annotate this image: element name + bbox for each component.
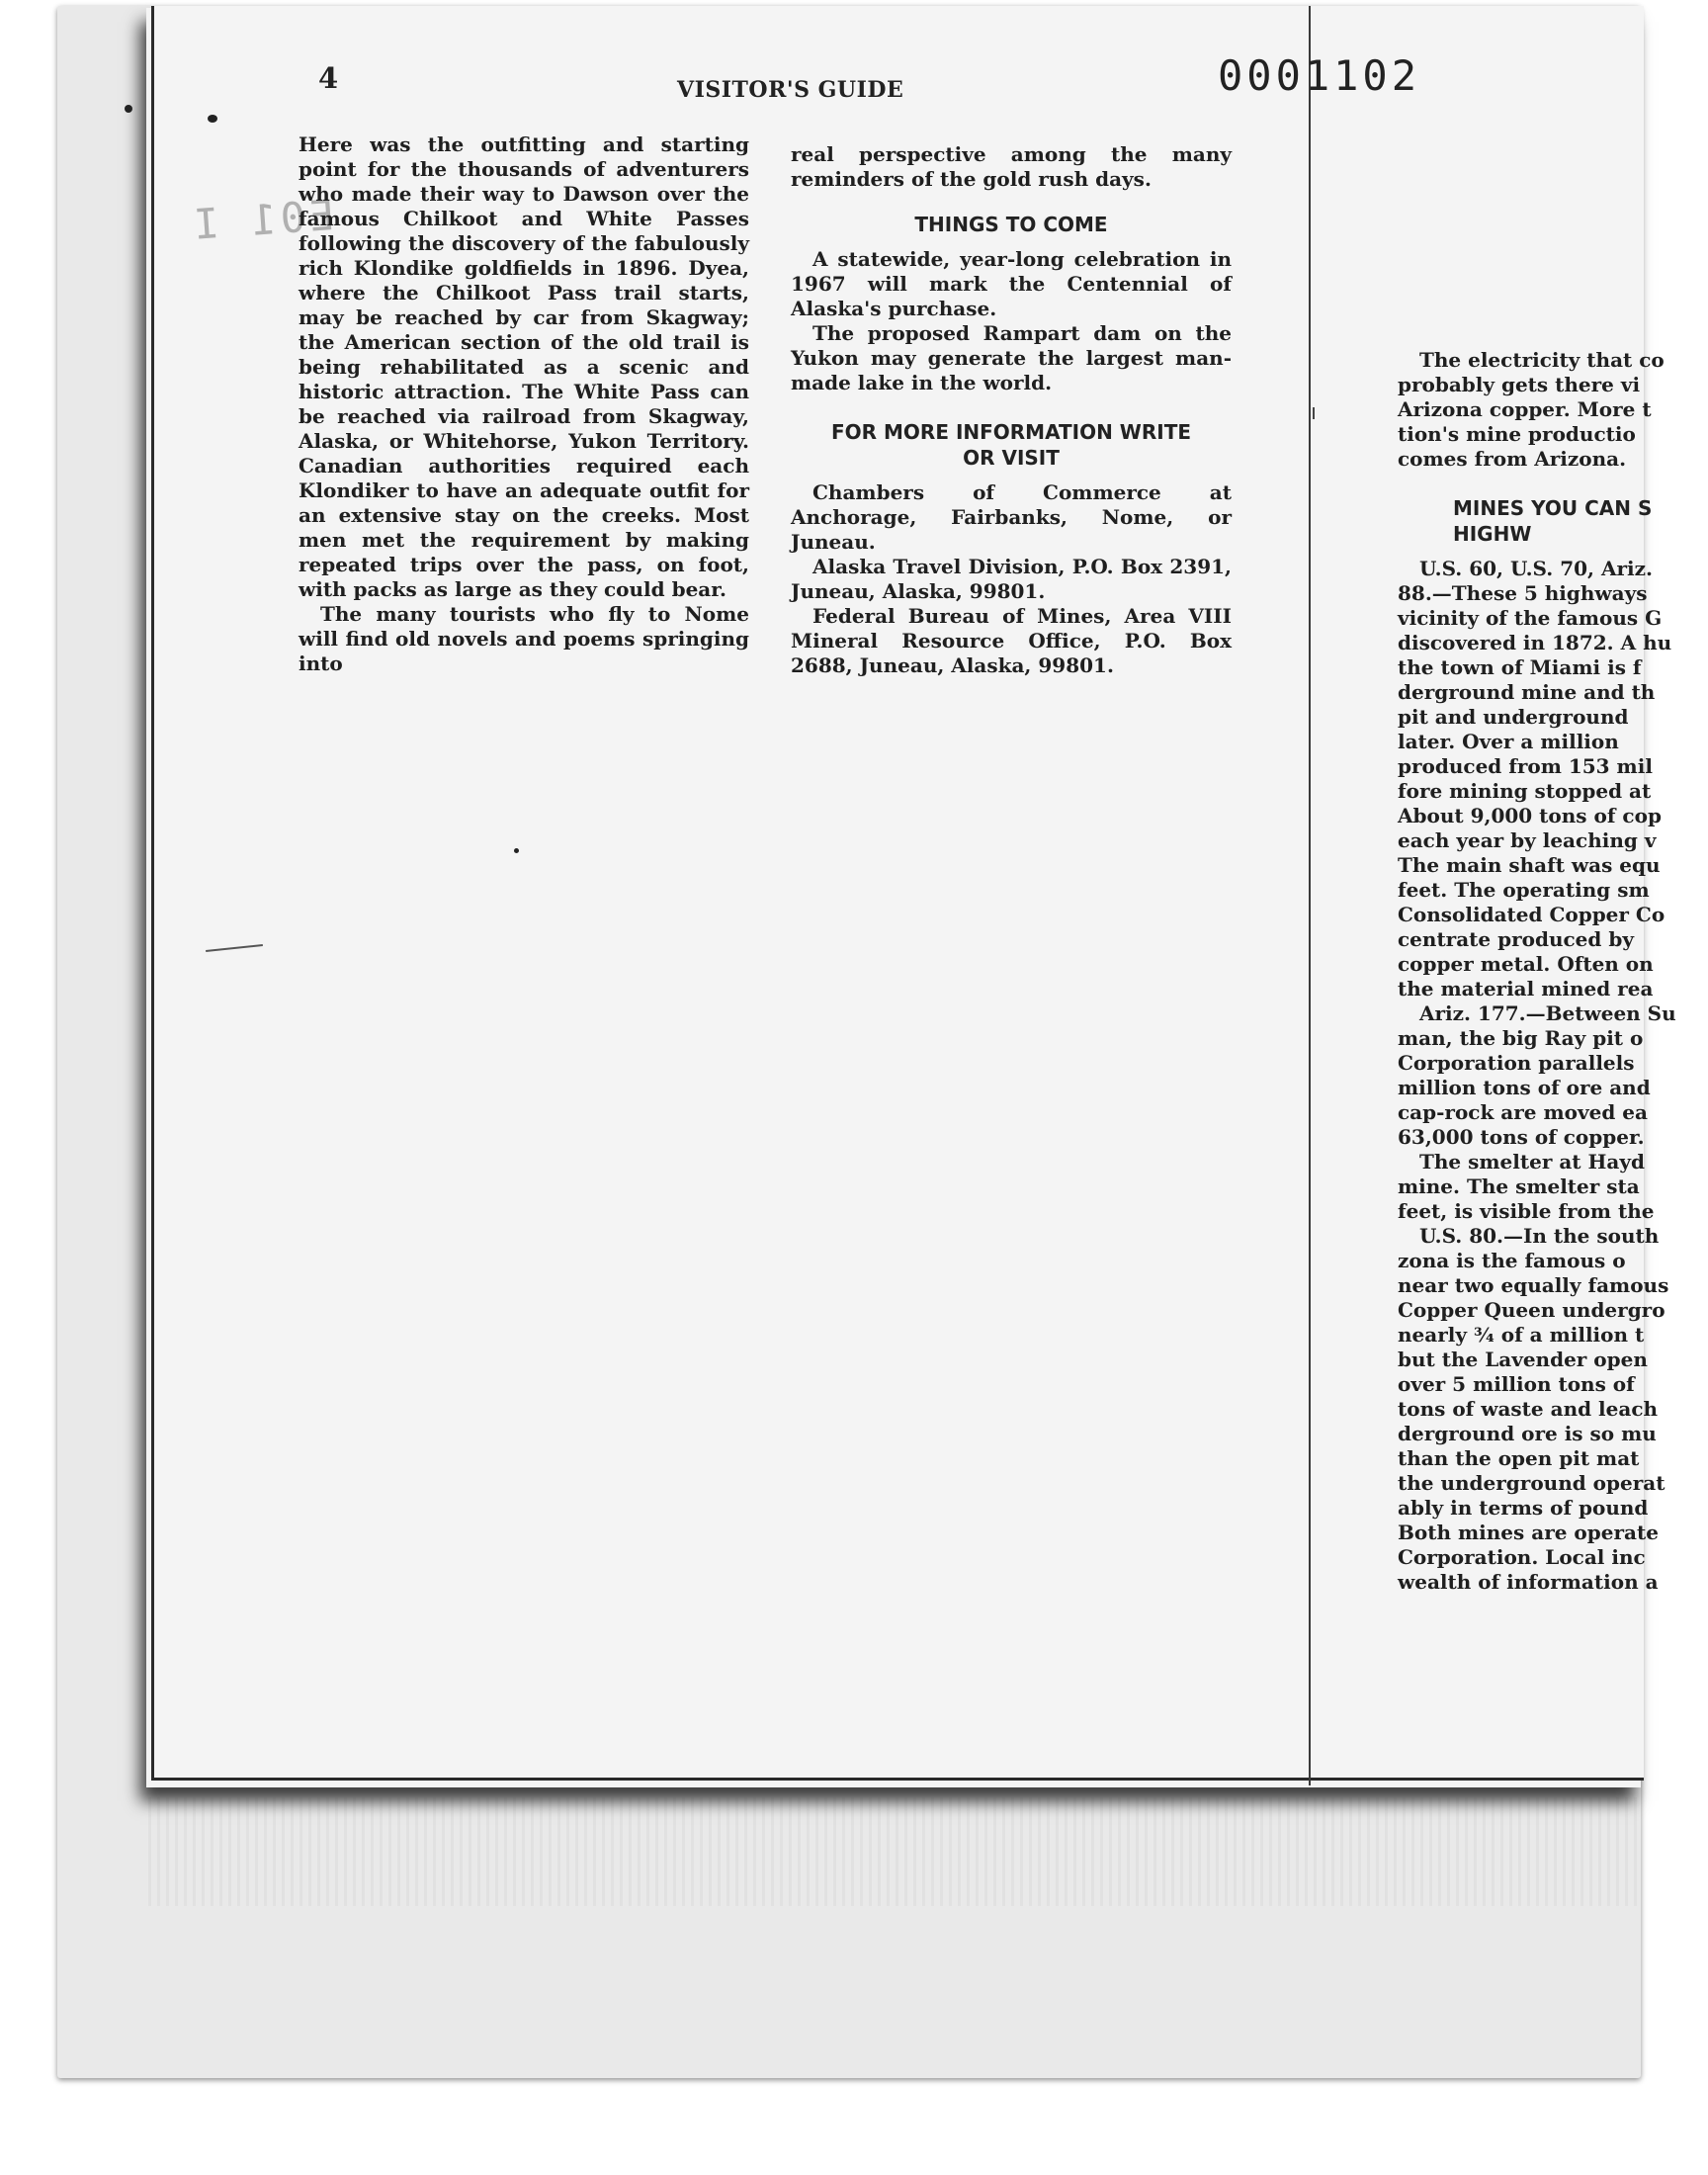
text-line: produced from 153 mil [1398, 754, 1653, 778]
text-line: 88.—These 5 highways [1398, 581, 1648, 605]
text-line: wealth of information a [1398, 1570, 1659, 1594]
paragraph: A statewide, year-long celebration in 1967 will mark the Centennial of Alaska's purchase. [791, 247, 1232, 320]
text-line: tons of waste and leach [1398, 1397, 1659, 1421]
text-line: ably in terms of pound [1398, 1496, 1649, 1520]
text-line: The smelter at Hayd [1419, 1150, 1645, 1174]
text-line: man, the big Ray pit o [1398, 1026, 1644, 1050]
text-line: near two equally famous [1398, 1273, 1669, 1297]
heading-line: HIGHW [1453, 522, 1532, 546]
text-line: Corporation. Local inc [1398, 1545, 1646, 1569]
scan-speck [208, 115, 217, 123]
text-line: the town of Miami is f [1398, 655, 1642, 679]
text-line: Consolidated Copper Co [1398, 903, 1665, 926]
paragraph: The proposed Rampart dam on the Yukon may generate the largest man-made lake in the world. [791, 321, 1232, 394]
text-line: nearly ¾ of a million t [1398, 1323, 1645, 1347]
right-column-text [1398, 348, 1676, 1595]
text-line: Arizona copper. More t [1398, 397, 1652, 421]
text-line: About 9,000 tons of cop [1398, 804, 1662, 827]
text-line: Ariz. 177.—Between Su [1419, 1001, 1676, 1025]
text-line: fore mining stopped at [1398, 779, 1652, 803]
text-line: zona is the famous o [1398, 1249, 1626, 1272]
paragraph: Federal Bureau of Mines, Area VIII Mineral Resource Office, P.O. Box 2688, Juneau, Alaska, 99801. [791, 604, 1232, 677]
text-line: tion's mine productio [1398, 422, 1636, 446]
running-head: VISITOR'S GUIDE [677, 77, 904, 103]
text-line: probably gets there vi [1398, 373, 1641, 396]
heading-line: MINES YOU CAN S [1453, 496, 1653, 520]
scan-noise [148, 1797, 1641, 1906]
intro-lines [1398, 348, 1665, 472]
text-line: The electricity that co [1419, 348, 1665, 372]
scan-speck [514, 848, 519, 853]
text-line: the underground operat [1398, 1471, 1665, 1495]
text-line: comes from Arizona. [1398, 447, 1627, 471]
body-lines [1398, 557, 1676, 1595]
paragraph: Alaska Travel Division, P.O. Box 2391, Juneau, Alaska, 99801. [791, 555, 1232, 603]
text-line: later. Over a million [1398, 730, 1619, 753]
text-line: Both mines are operate [1398, 1521, 1659, 1544]
text-line: The main shaft was equ [1398, 853, 1661, 877]
document-stamp: 0001102 [1218, 51, 1421, 100]
text-line: 63,000 tons of copper. [1398, 1125, 1645, 1149]
paragraph: Here was the outfitting and starting point for the thousands of adventurers who made their way to Dawson over the famous Chilkoot and White Passes following the discovery of the fabulously rich Klondike goldfields in 1896. Dyea, where the Chilkoot Pass trail starts, may be reached by car from Skagway; the American section of the old trail is being rehabilitated as a scenic and historic attraction. The White Pass can be reached via railroad from Skagway, Alaska, or Whitehorse, Yukon Territory. Canadian authorities required each Klondiker to have an adequate outfit for an extensive stay on the creeks. Most men met the requirement by making repeated trips over the pass, on foot, with packs as large as they could bear. [299, 132, 749, 601]
text-line: vicinity of the famous G [1398, 606, 1663, 630]
text-line: U.S. 60, U.S. 70, Ariz. [1419, 557, 1653, 580]
paragraph: Chambers of Commerce at Anchorage, Fairbanks, Nome, or Juneau. [791, 480, 1232, 554]
scan-speck [125, 105, 132, 113]
left-column [299, 132, 749, 676]
fold-mark [1313, 407, 1315, 419]
paragraph: real perspective among the many reminders of the gold rush days. [791, 142, 1232, 191]
text-line: but the Lavender open [1398, 1348, 1648, 1371]
section-heading-things-to-come: THINGS TO COME [914, 213, 1108, 236]
heading-line: FOR MORE INFORMATION WRITE [830, 420, 1192, 444]
text-line: derground ore is so mu [1398, 1422, 1657, 1445]
text-line: each year by leaching v [1398, 828, 1657, 852]
page-number: 4 [318, 61, 339, 95]
middle-column [791, 142, 1232, 678]
text-line: million tons of ore and [1398, 1076, 1651, 1099]
text-line: Copper Queen undergro [1398, 1298, 1665, 1322]
text-line: U.S. 80.—In the south [1419, 1224, 1660, 1248]
text-line: derground mine and th [1398, 680, 1656, 704]
text-line: copper metal. Often on [1398, 952, 1654, 976]
text-line: feet, is visible from the [1398, 1199, 1655, 1223]
text-line: pit and underground [1398, 705, 1629, 729]
text-line: mine. The smelter sta [1398, 1174, 1640, 1198]
paragraph: The many tourists who fly to Nome will find old novels and poems springing into [299, 602, 749, 675]
section-heading-mines [1453, 495, 1655, 547]
text-line: centrate produced by [1398, 927, 1634, 951]
text-line: the material mined rea [1398, 977, 1654, 1000]
right-column-partial [1398, 348, 1676, 1595]
section-heading-more-information [791, 419, 1232, 471]
text-line: feet. The operating sm [1398, 878, 1650, 902]
text-line: discovered in 1872. A hu [1398, 631, 1672, 654]
page-fold-line [1309, 6, 1311, 1785]
text-line: over 5 million tons of [1398, 1372, 1635, 1396]
text-line: than the open pit mat [1398, 1446, 1640, 1470]
heading-line: OR VISIT [963, 446, 1060, 470]
text-line: Corporation parallels [1398, 1051, 1635, 1075]
bleed-through-stamp: E01 I [188, 190, 336, 250]
text-line: cap-rock are moved ea [1398, 1100, 1648, 1124]
